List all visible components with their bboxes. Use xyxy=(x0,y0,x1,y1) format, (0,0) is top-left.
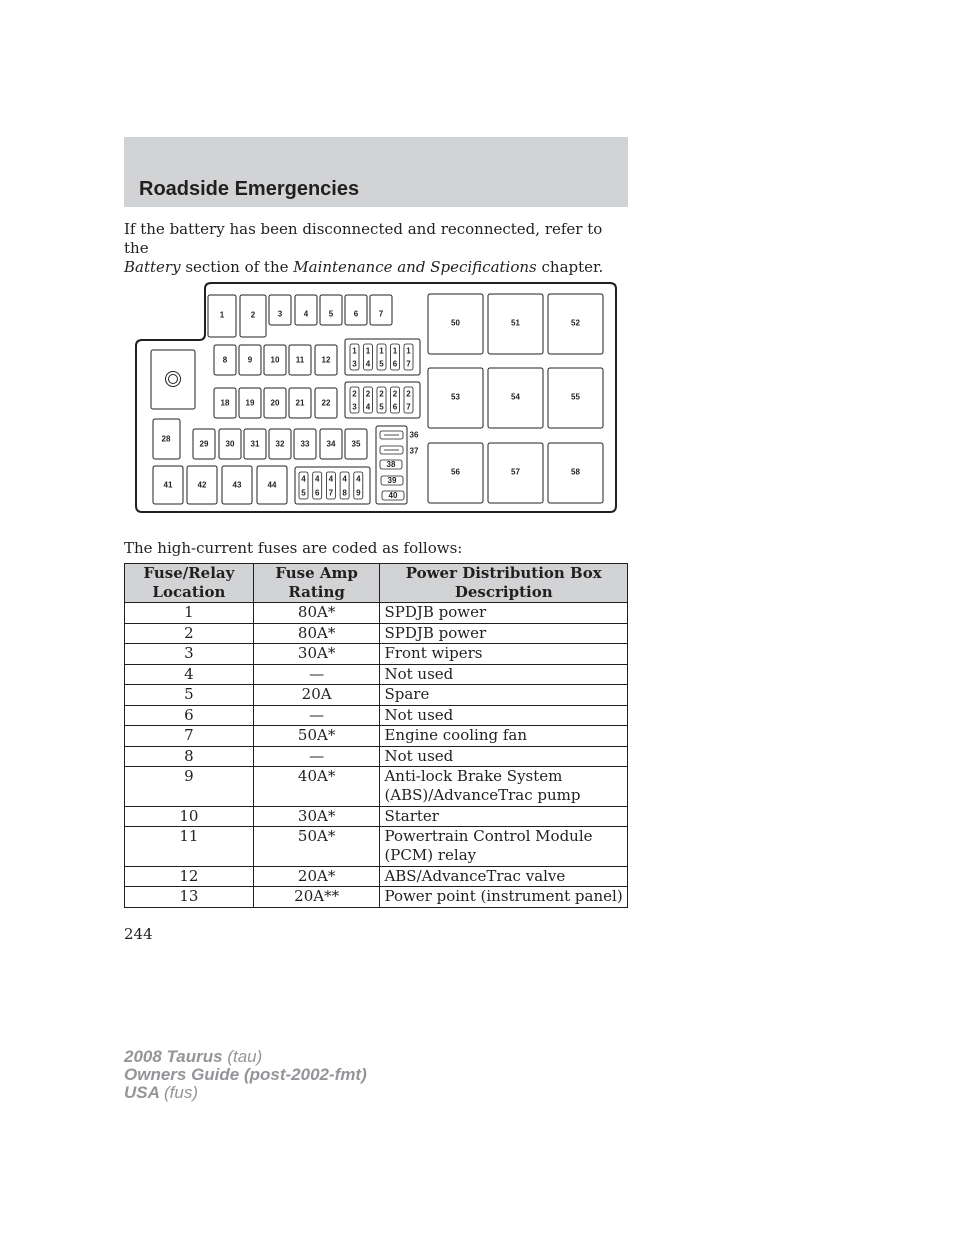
fuse-location-cell: 3 xyxy=(125,644,254,665)
column-header xyxy=(125,564,254,603)
amp-rating-cell: 80A* xyxy=(253,603,380,624)
table-row xyxy=(125,685,628,706)
column-header-line: Fuse Amp xyxy=(275,564,358,582)
fuse-location-cell: 13 xyxy=(125,887,254,908)
mini-fuse-label: 2 xyxy=(392,389,398,399)
footer-line-3 xyxy=(124,1084,367,1102)
mini-fuse-label: 1 xyxy=(352,346,357,356)
column-header-line: Power Distribution Box xyxy=(405,564,602,582)
amp-rating-cell: 50A* xyxy=(253,827,380,867)
mini-fuse-label: 7 xyxy=(406,402,411,412)
fuse-label: 36 xyxy=(409,430,419,440)
fuse-label: 22 xyxy=(321,398,331,408)
table-row xyxy=(125,827,628,867)
mini-fuse-label: 7 xyxy=(406,359,411,369)
fuse-label: 3 xyxy=(277,309,283,319)
amp-rating-cell: 20A* xyxy=(253,866,380,887)
description-cell: Front wipers xyxy=(380,644,628,665)
amp-rating-cell: — xyxy=(253,746,380,767)
fuse-location-cell: 6 xyxy=(125,705,254,726)
mini-fuse-label: 7 xyxy=(328,488,334,498)
mini-fuse-label: 4 xyxy=(328,474,334,484)
fuse-label: 2 xyxy=(250,310,256,320)
column-header xyxy=(253,564,380,603)
fuse-label: 6 xyxy=(353,309,359,319)
table-row xyxy=(125,726,628,747)
table-row xyxy=(125,623,628,644)
fuse-label: 20 xyxy=(270,398,280,408)
mini-fuse-label: 6 xyxy=(392,359,398,369)
fuse-label: 43 xyxy=(232,480,242,490)
fuse-location-cell: 8 xyxy=(125,746,254,767)
amp-rating-cell: 40A* xyxy=(253,767,380,807)
table-body xyxy=(125,603,628,908)
description-cell: SPDJB power xyxy=(380,603,628,624)
fuse-label: 42 xyxy=(197,480,207,490)
footer-model-code: (tau) xyxy=(227,1047,263,1066)
fuse-label: 10 xyxy=(270,355,280,365)
chapter-reference: Maintenance and Specifications xyxy=(293,258,537,276)
fuse-label: 35 xyxy=(351,439,361,449)
mini-fuse-label: 1 xyxy=(365,346,371,356)
relay-label: 58 xyxy=(571,467,580,477)
amp-rating-cell: 30A* xyxy=(253,644,380,665)
fuse-label: 21 xyxy=(295,398,305,408)
mini-fuse-label: 1 xyxy=(406,346,411,356)
table-caption: The high-current fuses are coded as follows: xyxy=(124,539,463,557)
footer-line-1 xyxy=(124,1048,367,1066)
description-cell: Not used xyxy=(380,746,628,767)
column-header xyxy=(380,564,628,603)
mini-fuse-label: 6 xyxy=(314,488,320,498)
description-cell: Not used xyxy=(380,664,628,685)
mini-fuse-label: 1 xyxy=(392,346,398,356)
fuse-location-cell: 5 xyxy=(125,685,254,706)
fuse-label: 29 xyxy=(199,439,209,449)
table-row xyxy=(125,806,628,827)
fuse-label: 9 xyxy=(247,355,253,365)
mini-fuse-label: 4 xyxy=(365,359,371,369)
fuse-table xyxy=(124,563,628,908)
fuse-label: 30 xyxy=(225,439,235,449)
column-header-line: Location xyxy=(152,583,226,601)
battery-reference: Battery xyxy=(124,258,181,276)
fuse-label: 31 xyxy=(250,439,260,449)
relay-label: 56 xyxy=(451,467,460,477)
mini-fuse-label: 2 xyxy=(406,389,411,399)
relay-label: 54 xyxy=(511,392,520,402)
table-row xyxy=(125,887,628,908)
fuse-label: 28 xyxy=(161,434,171,444)
mini-fuse-label: 3 xyxy=(352,359,357,369)
fuse-label: 12 xyxy=(321,355,331,365)
description-cell: Not used xyxy=(380,705,628,726)
footer-guide: Owners Guide (post-2002-fmt) xyxy=(124,1065,367,1084)
description-cell: Power point (instrument panel) xyxy=(380,887,628,908)
description-cell: Powertrain Control Module (PCM) relay xyxy=(380,827,628,867)
fuse-label: 1 xyxy=(219,310,225,320)
mini-fuse-label: 8 xyxy=(342,488,347,498)
footer-line-2 xyxy=(124,1066,367,1084)
description-cell: SPDJB power xyxy=(380,623,628,644)
fuse-location-cell: 9 xyxy=(125,767,254,807)
mini-fuse-label: 2 xyxy=(379,389,384,399)
fuse-location-cell: 2 xyxy=(125,623,254,644)
fuse-label: 34 xyxy=(326,439,336,449)
relay-label: 53 xyxy=(451,392,460,402)
fuse-location-cell: 11 xyxy=(125,827,254,867)
description-cell: Starter xyxy=(380,806,628,827)
table-row xyxy=(125,705,628,726)
fuse-location-cell: 1 xyxy=(125,603,254,624)
fuse-location-cell: 4 xyxy=(125,664,254,685)
mini-fuse-label: 1 xyxy=(379,346,384,356)
relay-label: 57 xyxy=(511,467,520,477)
fuse-label: 38 xyxy=(386,460,396,469)
relay-label: 51 xyxy=(511,318,520,328)
footer-model: 2008 Taurus xyxy=(124,1047,223,1066)
table-header-row xyxy=(125,564,628,603)
table-row xyxy=(125,767,628,807)
mini-fuse-label: 5 xyxy=(379,402,384,412)
amp-rating-cell: — xyxy=(253,664,380,685)
mini-fuse-label: 9 xyxy=(356,488,361,498)
fuse-label: 18 xyxy=(220,398,230,408)
mini-fuse-label: 6 xyxy=(392,402,398,412)
mini-fuse-label: 5 xyxy=(301,488,306,498)
description-cell: Spare xyxy=(380,685,628,706)
column-header-line: Rating xyxy=(288,583,345,601)
intro-text-2: section of the xyxy=(180,258,294,276)
fuse-label: 41 xyxy=(163,480,173,490)
fuse-label: 7 xyxy=(378,309,384,319)
mini-fuse-label: 4 xyxy=(356,474,361,484)
mini-fuse-label: 4 xyxy=(342,474,347,484)
fuse-label: 4 xyxy=(303,309,309,319)
intro-paragraph xyxy=(124,220,628,277)
amp-rating-cell: 80A* xyxy=(253,623,380,644)
relay-label: 52 xyxy=(571,318,580,328)
fuse-label: 33 xyxy=(300,439,310,449)
fuse-label: 44 xyxy=(267,480,277,490)
intro-text-3: chapter. xyxy=(536,258,604,276)
description-cell: Engine cooling fan xyxy=(380,726,628,747)
description-cell: ABS/AdvanceTrac valve xyxy=(380,866,628,887)
table-row xyxy=(125,866,628,887)
fuse-label: 40 xyxy=(388,491,398,500)
mini-fuse-label: 2 xyxy=(352,389,357,399)
fuse-label: 19 xyxy=(245,398,255,408)
footer-market-code: (fus) xyxy=(164,1083,198,1102)
fuse-location-cell: 12 xyxy=(125,866,254,887)
footer-market: USA xyxy=(124,1083,160,1102)
description-cell: Anti-lock Brake System (ABS)/AdvanceTrac pump xyxy=(380,767,628,807)
relay-label: 50 xyxy=(451,318,460,328)
intro-text-1: If the battery has been disconnected and reconnected, refer to the xyxy=(124,220,603,257)
mini-fuse-label: 4 xyxy=(365,402,371,412)
table-row xyxy=(125,664,628,685)
fuse-box-diagram xyxy=(135,282,619,516)
fuse-location-cell: 10 xyxy=(125,806,254,827)
fuse-label: 5 xyxy=(328,309,334,319)
amp-rating-cell: 20A xyxy=(253,685,380,706)
mini-fuse-label: 5 xyxy=(379,359,384,369)
page-number: 244 xyxy=(124,925,153,943)
section-title: Roadside Emergencies xyxy=(139,178,360,200)
table-row xyxy=(125,644,628,665)
mini-fuse-label: 4 xyxy=(314,474,320,484)
amp-rating-cell: 20A** xyxy=(253,887,380,908)
fuse-location-cell: 7 xyxy=(125,726,254,747)
column-header-line: Description xyxy=(454,583,553,601)
fuse-label: 8 xyxy=(222,355,228,365)
amp-rating-cell: 50A* xyxy=(253,726,380,747)
amp-rating-cell: — xyxy=(253,705,380,726)
ground-stud-block xyxy=(151,350,195,409)
table-row xyxy=(125,746,628,767)
table-row xyxy=(125,603,628,624)
fuse-label: 37 xyxy=(409,446,419,456)
fuse-label: 11 xyxy=(295,355,305,365)
mini-fuse-label: 2 xyxy=(365,389,371,399)
relay-label: 55 xyxy=(571,392,580,402)
fuse-label: 32 xyxy=(275,439,285,449)
column-header-line: Fuse/Relay xyxy=(143,564,235,582)
mini-fuse-label: 4 xyxy=(301,474,306,484)
document-footer xyxy=(124,1048,367,1102)
fuse-label: 39 xyxy=(387,476,397,485)
amp-rating-cell: 30A* xyxy=(253,806,380,827)
mini-fuse-label: 3 xyxy=(352,402,357,412)
